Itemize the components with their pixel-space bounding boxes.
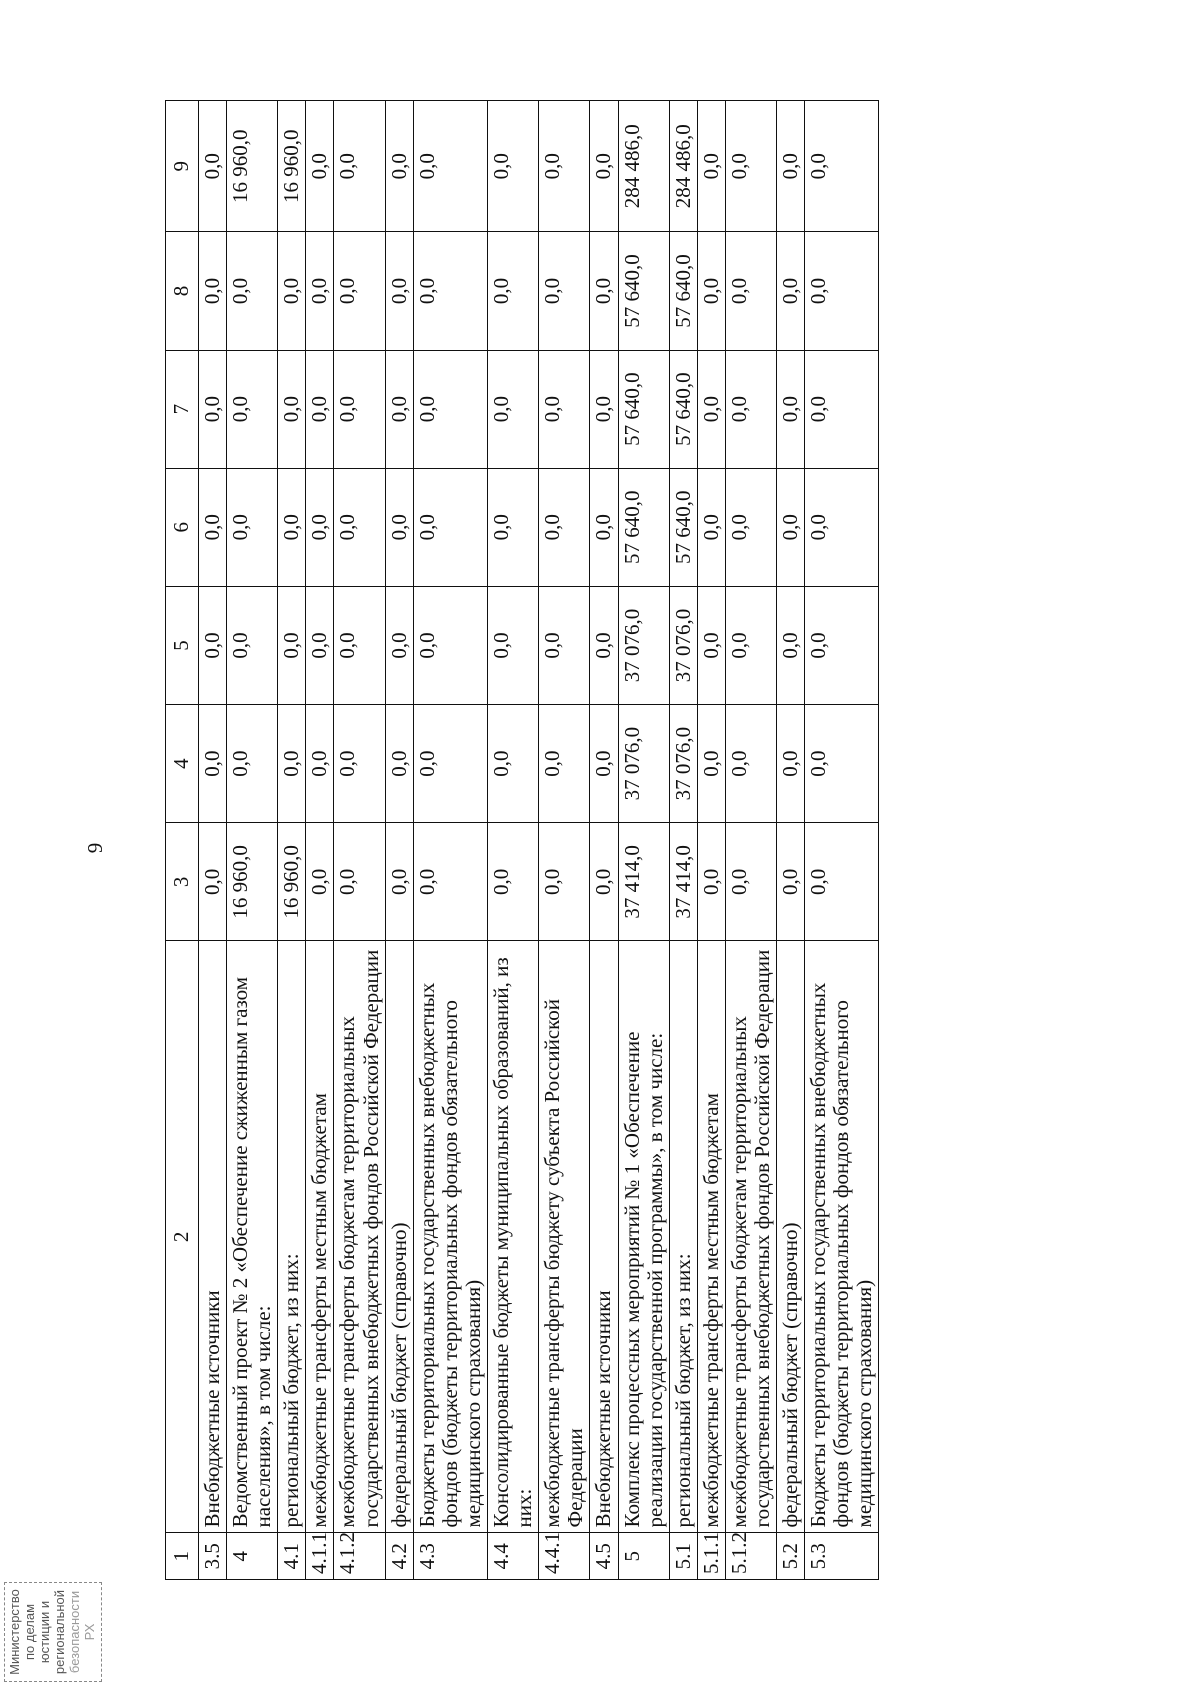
table-row [539, 101, 590, 1580]
table-row [488, 101, 539, 1580]
value-cell: 0,0 [306, 823, 334, 941]
value-cell: 0,0 [199, 232, 227, 350]
stamp-line: безопасности РХ [66, 1590, 97, 1674]
value-cell: 0,0 [278, 468, 306, 586]
value-cell: 0,0 [805, 705, 879, 823]
value-cell: 0,0 [199, 350, 227, 468]
value-cell: 0,0 [278, 705, 306, 823]
value-cell: 0,0 [539, 468, 590, 586]
value-cell: 0,0 [385, 350, 413, 468]
row-code-cell: 5.3 [805, 1533, 879, 1580]
row-name-cell: Внебюджетные источники [199, 941, 227, 1533]
table-row [278, 101, 306, 1580]
row-code-cell: 4.1.1 [306, 1533, 334, 1580]
value-cell: 0,0 [227, 350, 278, 468]
value-cell: 0,0 [488, 823, 539, 941]
value-cell: 0,0 [725, 468, 776, 586]
header-cell: 2 [166, 941, 199, 1533]
value-cell: 0,0 [590, 350, 618, 468]
value-cell: 0,0 [278, 586, 306, 704]
value-cell: 0,0 [227, 705, 278, 823]
value-cell: 0,0 [805, 468, 879, 586]
value-cell: 0,0 [725, 232, 776, 350]
value-cell: 0,0 [306, 232, 334, 350]
value-cell: 0,0 [590, 468, 618, 586]
value-cell: 0,0 [805, 232, 879, 350]
value-cell: 0,0 [697, 705, 725, 823]
value-cell: 0,0 [488, 101, 539, 232]
row-code-cell: 4.5 [590, 1533, 618, 1580]
value-cell: 0,0 [805, 586, 879, 704]
value-cell: 0,0 [777, 350, 805, 468]
value-cell: 0,0 [777, 586, 805, 704]
row-name-cell: региональный бюджет, из них: [278, 941, 306, 1533]
row-name-cell: федеральный бюджет (справочно) [777, 941, 805, 1533]
value-cell: 0,0 [385, 823, 413, 941]
stamp-box [4, 1582, 102, 1682]
value-cell: 0,0 [697, 232, 725, 350]
value-cell: 16 960,0 [278, 101, 306, 232]
value-cell: 37 076,0 [669, 586, 697, 704]
row-name-cell: межбюджетные трансферты бюджетам территориальных государственных внебюджетных фондов Российской Федерации [725, 941, 776, 1533]
table-row [413, 101, 487, 1580]
row-code-cell: 4.1.2 [334, 1533, 385, 1580]
value-cell: 0,0 [590, 586, 618, 704]
value-cell: 0,0 [199, 586, 227, 704]
value-cell: 16 960,0 [227, 101, 278, 232]
header-cell: 6 [166, 468, 199, 586]
row-code-cell: 4.4.1 [539, 1533, 590, 1580]
table-row [725, 101, 776, 1580]
value-cell: 0,0 [697, 586, 725, 704]
value-cell: 0,0 [306, 705, 334, 823]
row-name-cell: межбюджетные трансферты местным бюджетам [697, 941, 725, 1533]
table-row [590, 101, 618, 1580]
value-cell: 0,0 [725, 350, 776, 468]
value-cell: 0,0 [539, 823, 590, 941]
value-cell: 0,0 [697, 468, 725, 586]
value-cell: 0,0 [777, 232, 805, 350]
value-cell: 0,0 [590, 101, 618, 232]
value-cell: 0,0 [334, 468, 385, 586]
value-cell: 0,0 [334, 101, 385, 232]
value-cell: 0,0 [539, 350, 590, 468]
row-code-cell: 4.3 [413, 1533, 487, 1580]
page-number: 9 [83, 842, 107, 854]
value-cell: 0,0 [539, 232, 590, 350]
value-cell: 0,0 [488, 468, 539, 586]
value-cell: 0,0 [413, 586, 487, 704]
value-cell: 0,0 [199, 823, 227, 941]
value-cell: 0,0 [306, 586, 334, 704]
value-cell: 0,0 [805, 101, 879, 232]
value-cell: 0,0 [725, 101, 776, 232]
value-cell: 57 640,0 [669, 468, 697, 586]
value-cell: 0,0 [777, 705, 805, 823]
value-cell: 0,0 [306, 101, 334, 232]
value-cell: 0,0 [413, 823, 487, 941]
value-cell: 0,0 [334, 705, 385, 823]
budget-table [165, 100, 879, 1580]
value-cell: 57 640,0 [618, 350, 669, 468]
value-cell: 16 960,0 [278, 823, 306, 941]
table-row [618, 101, 669, 1580]
row-code-cell: 4 [227, 1533, 278, 1580]
value-cell: 0,0 [199, 101, 227, 232]
table-row [697, 101, 725, 1580]
value-cell: 0,0 [539, 705, 590, 823]
value-cell: 0,0 [590, 232, 618, 350]
value-cell: 0,0 [306, 468, 334, 586]
value-cell: 0,0 [488, 232, 539, 350]
rotated-table-container [165, 100, 1100, 1580]
row-name-cell: Комплекс процессных мероприятий № 1 «Обеспечение реализации государственной программы», в том числе: [618, 941, 669, 1533]
header-cell: 1 [166, 1533, 199, 1580]
value-cell: 284 486,0 [669, 101, 697, 232]
value-cell: 0,0 [725, 705, 776, 823]
value-cell: 0,0 [385, 586, 413, 704]
value-cell: 0,0 [227, 232, 278, 350]
value-cell: 0,0 [488, 586, 539, 704]
row-name-cell: межбюджетные трансферты бюджету субъекта Российской Федерации [539, 941, 590, 1533]
value-cell: 37 076,0 [618, 586, 669, 704]
row-code-cell: 5 [618, 1533, 669, 1580]
row-name-cell: межбюджетные трансферты местным бюджетам [306, 941, 334, 1533]
header-row [166, 101, 199, 1580]
value-cell: 37 414,0 [669, 823, 697, 941]
value-cell: 0,0 [539, 101, 590, 232]
registration-stamp [0, 1589, 163, 1675]
value-cell: 0,0 [227, 468, 278, 586]
value-cell: 284 486,0 [618, 101, 669, 232]
value-cell: 37 076,0 [669, 705, 697, 823]
value-cell: 0,0 [697, 823, 725, 941]
value-cell: 0,0 [777, 468, 805, 586]
row-code-cell: 5.1 [669, 1533, 697, 1580]
table-row [306, 101, 334, 1580]
row-name-cell: федеральный бюджет (справочно) [385, 941, 413, 1533]
value-cell: 37 414,0 [618, 823, 669, 941]
value-cell: 0,0 [488, 350, 539, 468]
value-cell: 57 640,0 [618, 232, 669, 350]
header-cell: 5 [166, 586, 199, 704]
row-name-cell: Бюджеты территориальных государственных внебюджетных фондов (бюджеты территориальных фондов обязательного медицинского страхования) [805, 941, 879, 1533]
row-code-cell: 5.1.1 [697, 1533, 725, 1580]
value-cell: 0,0 [413, 468, 487, 586]
value-cell: 0,0 [199, 468, 227, 586]
value-cell: 0,0 [590, 823, 618, 941]
header-cell: 4 [166, 705, 199, 823]
table-row [199, 101, 227, 1580]
row-name-cell: Ведомственный проект № 2 «Обеспечение сжиженным газом населения», в том числе: [227, 941, 278, 1533]
table-body [199, 101, 879, 1580]
value-cell: 0,0 [805, 823, 879, 941]
value-cell: 0,0 [306, 350, 334, 468]
table-row [227, 101, 278, 1580]
table-row [334, 101, 385, 1580]
table-row [669, 101, 697, 1580]
table-row [777, 101, 805, 1580]
stamp-line: юстиции и региональной [37, 1589, 67, 1675]
value-cell: 0,0 [227, 586, 278, 704]
value-cell: 0,0 [278, 232, 306, 350]
value-cell: 0,0 [725, 586, 776, 704]
value-cell: 0,0 [278, 350, 306, 468]
value-cell: 0,0 [697, 101, 725, 232]
row-name-cell: межбюджетные трансферты бюджетам территориальных государственных внебюджетных фондов Российской Федерации [334, 941, 385, 1533]
header-cell: 8 [166, 232, 199, 350]
value-cell: 0,0 [385, 705, 413, 823]
row-name-cell: Консолидированные бюджеты муниципальных образований, из них: [488, 941, 539, 1533]
row-code-cell: 4.2 [385, 1533, 413, 1580]
header-cell: 7 [166, 350, 199, 468]
header-cell: 9 [166, 101, 199, 232]
value-cell: 37 076,0 [618, 705, 669, 823]
value-cell: 0,0 [777, 101, 805, 232]
row-name-cell: Внебюджетные источники [590, 941, 618, 1533]
value-cell: 0,0 [413, 350, 487, 468]
value-cell: 0,0 [725, 823, 776, 941]
row-name-cell: Бюджеты территориальных государственных внебюджетных фондов (бюджеты территориальных фондов обязательного медицинского страхования) [413, 941, 487, 1533]
value-cell: 0,0 [334, 586, 385, 704]
value-cell: 57 640,0 [618, 468, 669, 586]
value-cell: 0,0 [385, 232, 413, 350]
header-cell: 3 [166, 823, 199, 941]
row-code-cell: 4.4 [488, 1533, 539, 1580]
value-cell: 0,0 [385, 468, 413, 586]
value-cell: 0,0 [805, 350, 879, 468]
value-cell: 0,0 [697, 350, 725, 468]
value-cell: 0,0 [334, 350, 385, 468]
row-name-cell: региональный бюджет, из них: [669, 941, 697, 1533]
value-cell: 0,0 [385, 101, 413, 232]
value-cell: 0,0 [413, 705, 487, 823]
value-cell: 0,0 [539, 586, 590, 704]
row-code-cell: 3.5 [199, 1533, 227, 1580]
row-code-cell: 4.1 [278, 1533, 306, 1580]
value-cell: 0,0 [413, 101, 487, 232]
table-row [805, 101, 879, 1580]
value-cell: 0,0 [488, 705, 539, 823]
value-cell: 57 640,0 [669, 232, 697, 350]
value-cell: 0,0 [413, 232, 487, 350]
row-code-cell: 5.1.2 [725, 1533, 776, 1580]
value-cell: 57 640,0 [669, 350, 697, 468]
value-cell: 0,0 [334, 823, 385, 941]
table-row [385, 101, 413, 1580]
value-cell: 0,0 [334, 232, 385, 350]
stamp-line: Министерство по делам [7, 1589, 38, 1675]
value-cell: 16 960,0 [227, 823, 278, 941]
value-cell: 0,0 [199, 705, 227, 823]
row-code-cell: 5.2 [777, 1533, 805, 1580]
value-cell: 0,0 [777, 823, 805, 941]
value-cell: 0,0 [590, 705, 618, 823]
